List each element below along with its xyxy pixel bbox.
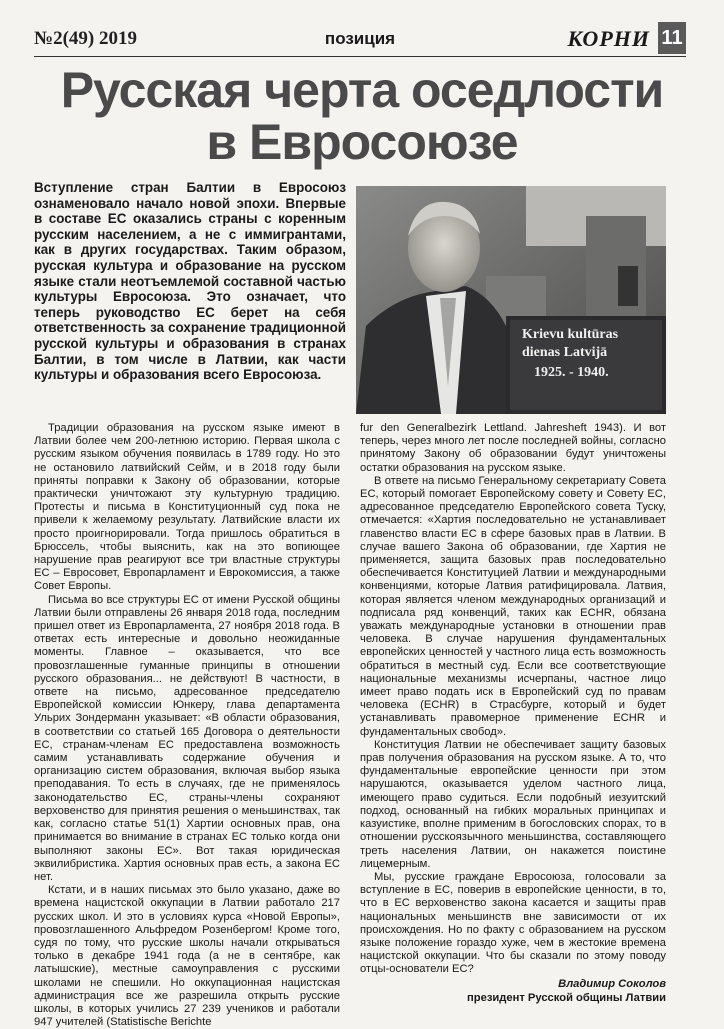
issue-number: №2(49) 2019 (34, 28, 137, 49)
author-name: Владимир Соколов (558, 977, 666, 990)
title-line-2: в Евросоюзе (206, 114, 518, 170)
photo-banner-line-2: dienas Latvijā (522, 345, 608, 360)
paragraph: В ответе на письмо Генеральному секретариату Совета ЕС, который помогает Европейскому совету и Совету ЕС, адресованное председателю Европейского совета Туску, отмечается: «Хартия последовательно не устанавливает главенство власти ЕС в сфере базовых прав в Латвии. В случае вашего Закона об образовании, где Хартия не применяется, защита базовых прав последовательно обеспечивается Конституцией Латвии и международными конвенциями, которые Латвия ратифицировала. Латвия, которая является членом международных организаций и подписала ряд конвенций, таких как ECHR, обязана уважать международные установки в отношении прав человека. В случае нарушения фундаментальных европейских ценностей у частного лица есть возможность обратиться в местный суд. Если все соответствующие национальные механизмы исчерпаны, частное лицо имеет право подать иск в Европейский суд по правам человека (ECHR) в Страсбурге, который и будет устанавливать правомерное применение ECHR и фундаментальных свобод». (360, 474, 666, 738)
article-title (30, 64, 694, 168)
section-label: позиция (324, 29, 396, 48)
body-column-2 (360, 422, 666, 1005)
paragraph: Мы, русские граждане Евросоюза, голосовали за вступление в ЕС, поверив в европейские ценности, в то, что в ЕС верховенство закона касается и защиты прав национальных меньшинств вне зависимости от их происхождения. Но по факту с образованием на русском языке положение гораздо хуже, чем в жестокие времена нацистской оккупации. Что бы сказали по этому поводу отцы-основатели ЕС? (360, 870, 666, 976)
paragraph: Письма во все структуры ЕС от имени Русской общины Латвии были отправлены 26 января 2018 года, последним пришел ответ из Европарламента, 27 ноября 2018 года. В ответах есть интересные и довольно неожиданные моменты. Главное – оказывается, что все провозглашенные гуманные принципы в отношении русского образования... не действуют! В частности, в ответе на письмо, адресованное председателю Европейской комиссии Юнкеру, глава департамента Ульрих Зондерманн указывает: «В области образования, в соответствии со статьей 165 Договора о деятельности ЕС, странам-членам ЕС предоставлена возможность самим устанавливать содержание обучения и организацию систем образования, включая выбор языка преподавания. То есть в случаях, где не применялось законодательство ЕС, страны-члены сохраняют верховенство для принятия решения о меньшинствах, так как, согласно статье 51(1) Хартии основных прав, она принимается во внимание в странах ЕС только когда они выполняют законы ЕС». Вот такая юридическая эквилибристика. Хартия основных прав есть, а закона ЕС нет. (34, 593, 340, 883)
article-photo (356, 186, 666, 414)
paragraph: Кстати, и в наших письмах это было указано, даже во времена нацистской оккупации в Латвии работало 217 русских школ. И это в условиях курса «Новой Европы», провозглашенного Альфредом Розенбергом! Кроме того, судя по тому, что русские школы начали открываться только в декабре 1941 года (а не в сентябре, как латышские), местные самоуправления с русскими школами не спешили. Но оккупационная нацистская администрация все же разрешила открыть русские школы, в которых учились 27 239 учеников и работали 947 учителей (Statistische Berichte (34, 884, 340, 1029)
photo-banner-line-1: Krievu kultūras (522, 327, 619, 342)
page-header (34, 26, 686, 57)
magazine-brand: КОРНИ (567, 26, 650, 51)
paragraph: Конституция Латвии не обеспечивает защиту базовых прав получения образования на русском языке. А то, что фундаментальные европейские ценности при этом нарушаются, оказывается уделом частного лица, имеющего право судиться. Если подобный иезуитский подход, основанный на гибких моральных принципах и казуистике, вполне применим в богословских спорах, то в отношении русскоязычного меньшинства, составляющего треть населения Латвии, он накажется поистине лицемерным. (360, 738, 666, 870)
body-column-1 (34, 422, 340, 1029)
photo-image (356, 186, 666, 414)
photo-banner-line-3: 1925. - 1940. (534, 365, 609, 380)
article-body (34, 422, 666, 1029)
paragraph: fur den Generalbezirk Lettland. Jahresheft 1943). И вот теперь, через много лет после последней войны, согласно принятому Закону об образовании будут уничтожены остатки образования на русском языке. (360, 422, 666, 474)
page-number: 11 (658, 22, 686, 54)
article-lead: Вступление стран Балтии в Евросоюз ознаменовало начало новой эпохи. Впервые в составе ЕС оказались страны с коренным русским населением, а не с иммигрантами, как в других государствах. Таким образом, русская культура и образование на русском языке стали неотъемлемой составной частью культуры Евросоюза. Это означает, что теперь руководство ЕС берет на себя ответственность за сохранение традиционной русской культуры и образования в странах Балтии, в том числе в Латвии, как части культуры и образования всего Евросоюза. (34, 180, 346, 383)
title-line-1: Русская черта оседлости (60, 62, 664, 118)
author-title: президент Русской общины Латвии (467, 991, 666, 1004)
paragraph: Традиции образования на русском языке имеют в Латвии более чем 200-летнюю историю. Первая школа с русским языком обучения появилась в 1789 году. Но это не остановило латвийский Сейм, и в 2018 году были приняты поправки к Закону об образовании, которые практически уничтожают эту культурную традицию. Протесты и письма в Конституционный суд пока не привели к желаемому результату. Латвийские власти их просто проигнорировали. Тогда пришлось обратиться в Брюссель, чтобы выяснить, как на это вопиющее нарушение прав реагируют все три властные структуры ЕС – Евросовет, Европарламент и Еврокомиссия, а также Совет Европы. (34, 422, 340, 593)
